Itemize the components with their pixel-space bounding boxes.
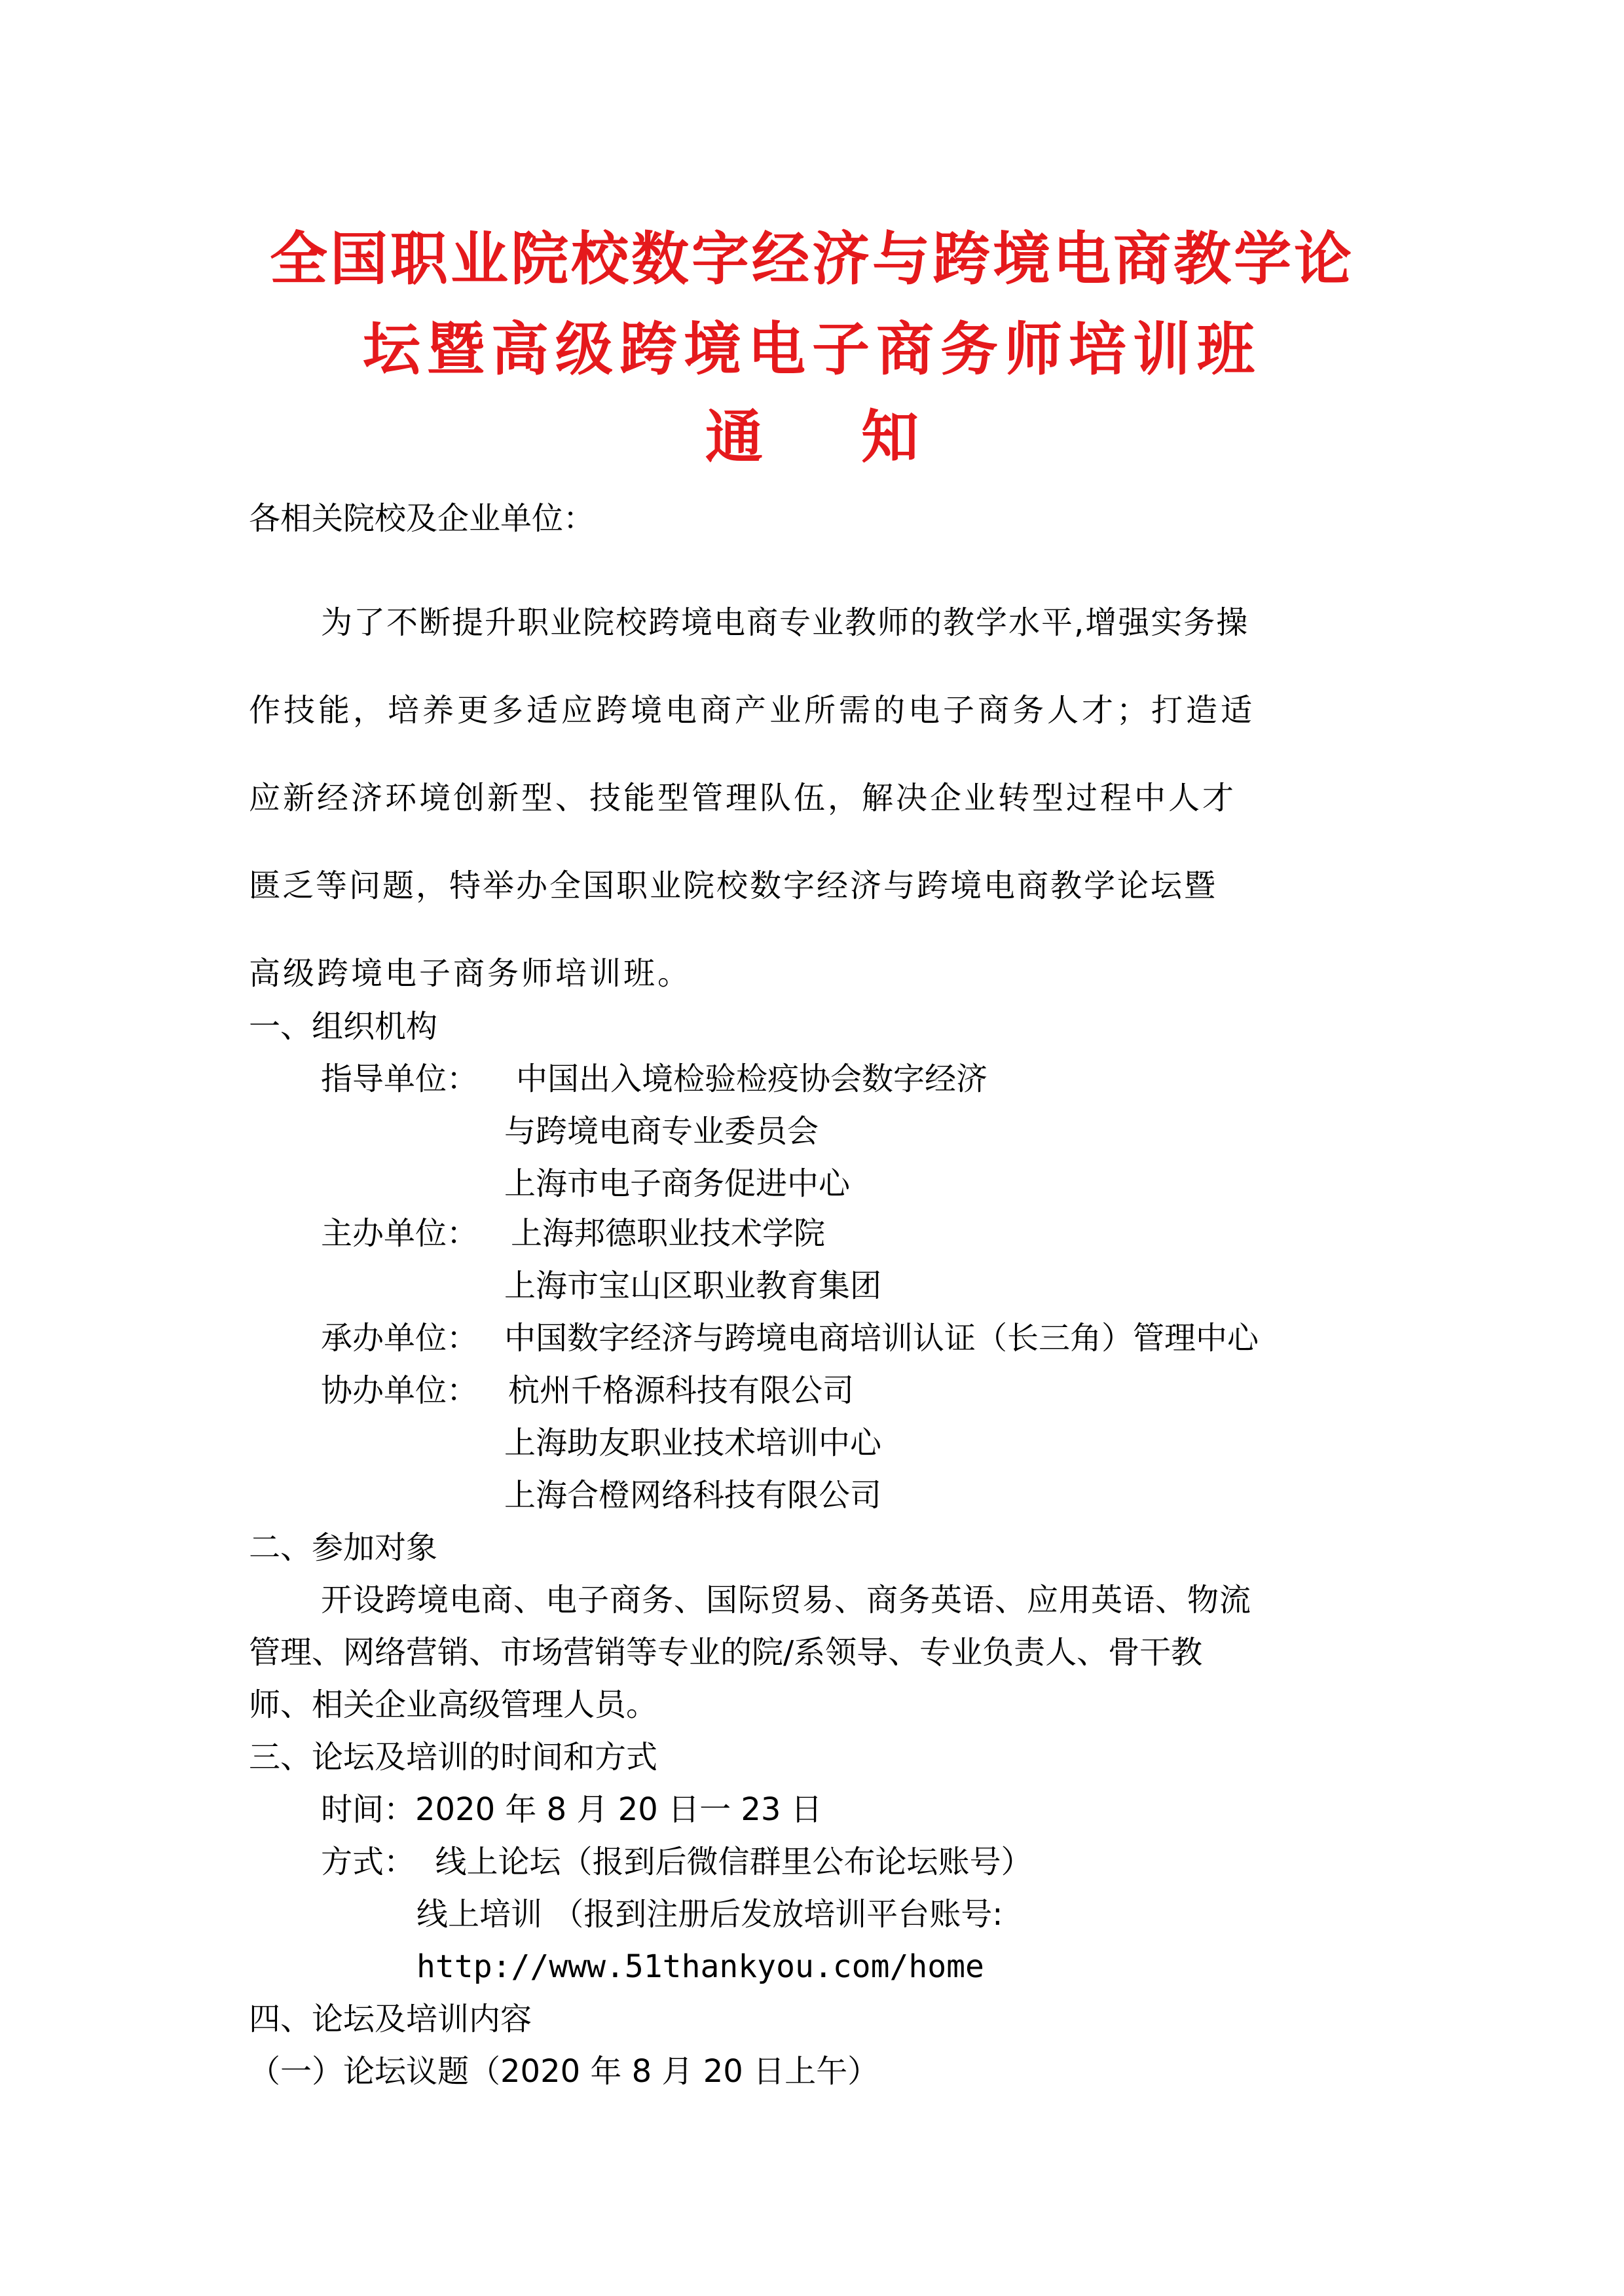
intro-line-3: 应新经济环境创新型、技能型管理队伍，解决企业转型过程中人才 [249, 780, 1237, 816]
co-unit-line-1: 杭州千格源科技有限公司 [508, 1372, 855, 1409]
participants-line-3: 师、相关企业高级管理人员。 [249, 1686, 658, 1723]
salutation: 各相关院校及企业单位： [249, 500, 595, 537]
intro-line-5: 高级跨境电子商务师培训班。 [249, 955, 692, 992]
section-heading-participants: 二、参加对象 [249, 1529, 438, 1566]
time-line: 时间：2020 年 8 月 20 日一 23 日 [321, 1791, 822, 1828]
method-line-1: 方式： 线上论坛（报到后微信群里公布论坛账号） [321, 1844, 1033, 1880]
host-unit-line-1: 上海邦德职业技术学院 [511, 1215, 826, 1252]
participants-line-1: 开设跨境电商、电子商务、国际贸易、商务英语、应用英语、物流 [321, 1582, 1252, 1618]
host-unit-label: 主办单位： [321, 1215, 479, 1252]
section-heading-organization: 一、组织机构 [249, 1008, 438, 1045]
document-title-line2: 坛暨高级跨境电子商务师培训班 [362, 315, 1261, 383]
intro-line-2: 作技能，培养更多适应跨境电商产业所需的电子商务人才；打造适 [249, 692, 1256, 729]
notice-char-1: 通 [705, 403, 763, 471]
organizer-unit-line-1: 中国数字经济与跨境电商培训认证（长三角）管理中心 [504, 1320, 1259, 1357]
participants-line-2: 管理、网络营销、市场营销等专业的院/系领导、专业负责人、骨干教 [249, 1634, 1203, 1671]
intro-line-4: 匮乏等问题，特举办全国职业院校数字经济与跨境电商教学论坛暨 [249, 867, 1218, 904]
method-line-2: 线上培训 （报到注册后发放培训平台账号: [416, 1896, 1003, 1933]
training-url-link[interactable]: http://www.51thankyou.com/home [416, 1948, 984, 1985]
co-unit-line-3: 上海合橙网络科技有限公司 [504, 1477, 882, 1514]
co-unit-line-2: 上海助友职业技术培训中心 [504, 1425, 882, 1461]
co-unit-label: 协办单位： [321, 1372, 479, 1409]
guide-unit-label: 指导单位： [321, 1061, 479, 1097]
organizer-unit-label: 承办单位： [321, 1320, 479, 1357]
forum-topics-subheading: （一）论坛议题（2020 年 8 月 20 日上午） [249, 2053, 879, 2090]
guide-unit-line-2: 与跨境电商专业委员会 [504, 1113, 819, 1150]
guide-unit-line-1: 中国出入境检验检疫协会数字经济 [516, 1061, 988, 1097]
document-title-line1: 全国职业院校数字经济与跨境电商教学论 [269, 225, 1354, 293]
notice-char-2: 知 [861, 403, 919, 471]
intro-line-1: 为了不断提升职业院校跨境电商专业教师的教学水平,增强实务操 [321, 604, 1249, 641]
guide-unit-line-3: 上海市电子商务促进中心 [504, 1165, 851, 1202]
section-heading-time-method: 三、论坛及培训的时间和方式 [249, 1739, 658, 1776]
notice-heading [0, 401, 1624, 473]
host-unit-line-2: 上海市宝山区职业教育集团 [504, 1267, 882, 1304]
section-heading-content: 四、论坛及培训内容 [249, 2001, 532, 2037]
